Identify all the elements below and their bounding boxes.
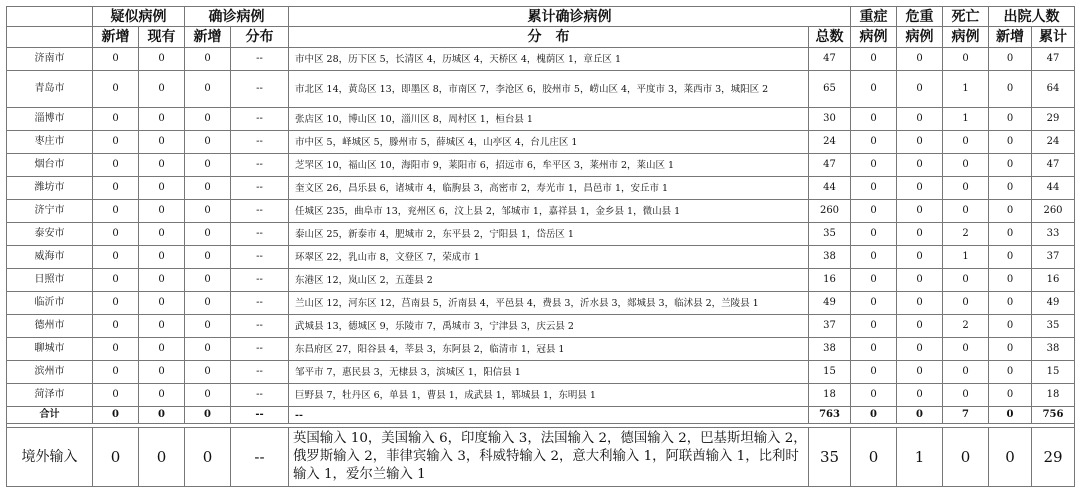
table-body bbox=[7, 48, 1075, 487]
cell-confirmed-new: 0 bbox=[185, 269, 231, 292]
cell-severe-count: 0 bbox=[851, 246, 897, 269]
cell-confirmed-new: 0 bbox=[185, 177, 231, 200]
cell-cumulative-distribution: 东港区 12，岚山区 2，五莲县 2 bbox=[289, 269, 809, 292]
cell-death-count: 0 bbox=[943, 338, 989, 361]
cell-confirmed-new: 0 bbox=[185, 246, 231, 269]
cell-suspected-current: 0 bbox=[139, 246, 185, 269]
cell-discharged-new: 0 bbox=[989, 315, 1032, 338]
cell-total-count: 38 bbox=[809, 246, 851, 269]
covid-statistics-table bbox=[6, 6, 1075, 487]
cell-suspected-new: 0 bbox=[93, 48, 139, 71]
cell-severe-count: 0 bbox=[851, 384, 897, 407]
cell-total-count: 35 bbox=[809, 428, 851, 487]
cell-cumulative-distribution: 武城县 13，德城区 9，乐陵市 7，禹城市 3，宁津县 3，庆云县 2 bbox=[289, 315, 809, 338]
cell-total-count: 35 bbox=[809, 223, 851, 246]
cell-total-count: 49 bbox=[809, 292, 851, 315]
cell-critical-count: 0 bbox=[897, 223, 943, 246]
cell-suspected-current: 0 bbox=[139, 177, 185, 200]
header-discharged: 出院人数 bbox=[989, 7, 1075, 27]
cell-death-count: 1 bbox=[943, 108, 989, 131]
cell-critical-count: 0 bbox=[897, 108, 943, 131]
cell-severe-count: 0 bbox=[851, 315, 897, 338]
header-blank bbox=[7, 7, 93, 27]
cell-confirmed-new: 0 bbox=[185, 71, 231, 108]
cell-confirmed-distribution: -- bbox=[231, 407, 289, 424]
cell-total-count: 16 bbox=[809, 269, 851, 292]
table-row bbox=[7, 338, 1075, 361]
cell-suspected-new: 0 bbox=[93, 200, 139, 223]
cell-death-count: 1 bbox=[943, 71, 989, 108]
cell-confirmed-new: 0 bbox=[185, 154, 231, 177]
row-label: 淄博市 bbox=[7, 108, 93, 131]
cell-confirmed-distribution: -- bbox=[231, 71, 289, 108]
cell-death-count: 7 bbox=[943, 407, 989, 424]
cell-confirmed-distribution: -- bbox=[231, 48, 289, 71]
cell-total-count: 65 bbox=[809, 71, 851, 108]
cell-severe-count: 0 bbox=[851, 223, 897, 246]
table-row bbox=[7, 154, 1075, 177]
cell-discharged-new: 0 bbox=[989, 338, 1032, 361]
row-label: 泰安市 bbox=[7, 223, 93, 246]
cell-severe-count: 0 bbox=[851, 200, 897, 223]
cell-discharged-total: 35 bbox=[1032, 315, 1075, 338]
cell-cumulative-distribution: 东昌府区 27，阳谷县 4，莘县 3，东阿县 2，临清市 1，冠县 1 bbox=[289, 338, 809, 361]
cell-discharged-new: 0 bbox=[989, 223, 1032, 246]
cell-severe-count: 0 bbox=[851, 177, 897, 200]
cell-discharged-total: 37 bbox=[1032, 246, 1075, 269]
cell-death-count: 0 bbox=[943, 200, 989, 223]
cell-discharged-new: 0 bbox=[989, 292, 1032, 315]
table-row bbox=[7, 71, 1075, 108]
header-death: 死亡 bbox=[943, 7, 989, 27]
cell-suspected-current: 0 bbox=[139, 428, 185, 487]
cell-suspected-new: 0 bbox=[93, 428, 139, 487]
row-label: 济宁市 bbox=[7, 200, 93, 223]
cell-confirmed-distribution: -- bbox=[231, 246, 289, 269]
header-suspected-current: 现有 bbox=[139, 27, 185, 48]
cell-total-count: 763 bbox=[809, 407, 851, 424]
cell-discharged-new: 0 bbox=[989, 407, 1032, 424]
table-row bbox=[7, 315, 1075, 338]
cell-death-count: 0 bbox=[943, 384, 989, 407]
header-severe-cases: 病例 bbox=[851, 27, 897, 48]
cell-severe-count: 0 bbox=[851, 407, 897, 424]
cell-severe-count: 0 bbox=[851, 361, 897, 384]
header-cumulative: 累计确诊病例 bbox=[289, 7, 851, 27]
table-row bbox=[7, 223, 1075, 246]
table-row bbox=[7, 292, 1075, 315]
cell-severe-count: 0 bbox=[851, 154, 897, 177]
header-suspected: 疑似病例 bbox=[93, 7, 185, 27]
cell-cumulative-distribution: 泰山区 25，新泰市 4，肥城市 2，东平县 2，宁阳县 1，岱岳区 1 bbox=[289, 223, 809, 246]
cell-severe-count: 0 bbox=[851, 71, 897, 108]
cell-confirmed-new: 0 bbox=[185, 200, 231, 223]
header-confirmed-distribution: 分布 bbox=[231, 27, 289, 48]
cell-confirmed-new: 0 bbox=[185, 108, 231, 131]
cell-confirmed-new: 0 bbox=[185, 315, 231, 338]
cell-death-count: 0 bbox=[943, 154, 989, 177]
cell-discharged-new: 0 bbox=[989, 177, 1032, 200]
cell-suspected-new: 0 bbox=[93, 384, 139, 407]
cell-suspected-current: 0 bbox=[139, 338, 185, 361]
cell-cumulative-distribution: 环翠区 22，乳山市 8，文登区 7，荣成市 1 bbox=[289, 246, 809, 269]
cell-cumulative-distribution: 张店区 10，博山区 10，淄川区 8，周村区 1，桓台县 1 bbox=[289, 108, 809, 131]
cell-cumulative-distribution: 市中区 5，峄城区 5，滕州市 5，薛城区 4，山亭区 4，台儿庄区 1 bbox=[289, 131, 809, 154]
cell-suspected-new: 0 bbox=[93, 315, 139, 338]
row-label: 境外输入 bbox=[7, 428, 93, 487]
cell-confirmed-distribution: -- bbox=[231, 200, 289, 223]
cell-critical-count: 0 bbox=[897, 177, 943, 200]
header-death-cases: 病例 bbox=[943, 27, 989, 48]
header-confirmed-new: 新增 bbox=[185, 27, 231, 48]
table-row bbox=[7, 384, 1075, 407]
row-label: 济南市 bbox=[7, 48, 93, 71]
header-critical: 危重 bbox=[897, 7, 943, 27]
header-suspected-new: 新增 bbox=[93, 27, 139, 48]
cell-suspected-new: 0 bbox=[93, 246, 139, 269]
cell-death-count: 2 bbox=[943, 315, 989, 338]
cell-critical-count: 0 bbox=[897, 246, 943, 269]
cell-confirmed-new: 0 bbox=[185, 131, 231, 154]
cell-discharged-total: 756 bbox=[1032, 407, 1075, 424]
cell-discharged-total: 29 bbox=[1032, 428, 1075, 487]
cell-cumulative-distribution: 邹平市 7，惠民县 3，无棣县 3，滨城区 1，阳信县 1 bbox=[289, 361, 809, 384]
cell-critical-count: 0 bbox=[897, 407, 943, 424]
cell-suspected-new: 0 bbox=[93, 108, 139, 131]
cell-critical-count: 0 bbox=[897, 269, 943, 292]
table-row bbox=[7, 48, 1075, 71]
row-label: 聊城市 bbox=[7, 338, 93, 361]
cell-suspected-new: 0 bbox=[93, 223, 139, 246]
cell-discharged-new: 0 bbox=[989, 200, 1032, 223]
table-row bbox=[7, 177, 1075, 200]
cell-cumulative-distribution: 奎文区 26，昌乐县 6，诸城市 4，临朐县 3，高密市 2，寿光市 1，昌邑市 1，安丘市 1 bbox=[289, 177, 809, 200]
cell-confirmed-distribution: -- bbox=[231, 108, 289, 131]
cell-confirmed-distribution: -- bbox=[231, 154, 289, 177]
cell-critical-count: 0 bbox=[897, 48, 943, 71]
cell-discharged-new: 0 bbox=[989, 108, 1032, 131]
cell-severe-count: 0 bbox=[851, 48, 897, 71]
cell-suspected-current: 0 bbox=[139, 223, 185, 246]
cell-confirmed-distribution: -- bbox=[231, 223, 289, 246]
row-label: 烟台市 bbox=[7, 154, 93, 177]
cell-death-count: 0 bbox=[943, 131, 989, 154]
total-row bbox=[7, 407, 1075, 424]
header-row-2 bbox=[7, 27, 1075, 48]
cell-total-count: 47 bbox=[809, 154, 851, 177]
cell-total-count: 24 bbox=[809, 131, 851, 154]
cell-death-count: 0 bbox=[943, 361, 989, 384]
cell-discharged-new: 0 bbox=[989, 428, 1032, 487]
header-cumulative-distribution: 分 布 bbox=[289, 27, 809, 48]
row-label: 滨州市 bbox=[7, 361, 93, 384]
header-discharged-total: 累计 bbox=[1032, 27, 1075, 48]
cell-suspected-new: 0 bbox=[93, 407, 139, 424]
cell-confirmed-new: 0 bbox=[185, 223, 231, 246]
cell-confirmed-distribution: -- bbox=[231, 361, 289, 384]
cell-severe-count: 0 bbox=[851, 108, 897, 131]
cell-critical-count: 0 bbox=[897, 154, 943, 177]
header-blank-2 bbox=[7, 27, 93, 48]
cell-suspected-new: 0 bbox=[93, 338, 139, 361]
cell-cumulative-distribution: 任城区 235，曲阜市 13，兖州区 6，汶上县 2，邹城市 1，嘉祥县 1，金乡县 1，微山县 1 bbox=[289, 200, 809, 223]
cell-critical-count: 0 bbox=[897, 131, 943, 154]
cell-total-count: 44 bbox=[809, 177, 851, 200]
cell-suspected-current: 0 bbox=[139, 292, 185, 315]
cell-total-count: 38 bbox=[809, 338, 851, 361]
cell-total-count: 37 bbox=[809, 315, 851, 338]
cell-confirmed-distribution: -- bbox=[231, 131, 289, 154]
cell-suspected-current: 0 bbox=[139, 48, 185, 71]
cell-suspected-current: 0 bbox=[139, 269, 185, 292]
cell-suspected-new: 0 bbox=[93, 292, 139, 315]
cell-suspected-current: 0 bbox=[139, 361, 185, 384]
row-label: 菏泽市 bbox=[7, 384, 93, 407]
cell-total-count: 47 bbox=[809, 48, 851, 71]
cell-cumulative-distribution: 英国输入 10，美国输入 6，印度输入 3，法国输入 2，德国输入 2，巴基斯坦输入 2，俄罗斯输入 2，菲律宾输入 3，科威特输入 2，意大利输入 1，阿联酋输入 1，比利时输入 1，爱尔兰输入 1 bbox=[289, 428, 809, 487]
cell-death-count: 0 bbox=[943, 428, 989, 487]
cell-severe-count: 0 bbox=[851, 269, 897, 292]
cell-death-count: 2 bbox=[943, 223, 989, 246]
cell-critical-count: 0 bbox=[897, 338, 943, 361]
row-label: 合计 bbox=[7, 407, 93, 424]
cell-suspected-new: 0 bbox=[93, 269, 139, 292]
cell-discharged-total: 33 bbox=[1032, 223, 1075, 246]
cell-discharged-total: 47 bbox=[1032, 48, 1075, 71]
cell-cumulative-distribution: 兰山区 12，河东区 12，莒南县 5，沂南县 4，平邑县 4，费县 3，沂水县 3，郯城县 3，临沭县 2，兰陵县 1 bbox=[289, 292, 809, 315]
cell-critical-count: 0 bbox=[897, 361, 943, 384]
cell-discharged-new: 0 bbox=[989, 154, 1032, 177]
cell-suspected-new: 0 bbox=[93, 154, 139, 177]
cell-discharged-total: 49 bbox=[1032, 292, 1075, 315]
cell-confirmed-distribution: -- bbox=[231, 384, 289, 407]
table-row bbox=[7, 108, 1075, 131]
cell-suspected-new: 0 bbox=[93, 131, 139, 154]
statistics-table-wrapper bbox=[6, 6, 1074, 487]
cell-discharged-new: 0 bbox=[989, 246, 1032, 269]
cell-total-count: 18 bbox=[809, 384, 851, 407]
cell-confirmed-distribution: -- bbox=[231, 269, 289, 292]
header-critical-cases: 病例 bbox=[897, 27, 943, 48]
cell-severe-count: 0 bbox=[851, 292, 897, 315]
cell-cumulative-distribution: 巨野县 7，牡丹区 6，单县 1，曹县 1，成武县 1，郓城县 1，东明县 1 bbox=[289, 384, 809, 407]
cell-critical-count: 0 bbox=[897, 384, 943, 407]
row-label: 临沂市 bbox=[7, 292, 93, 315]
table-row bbox=[7, 361, 1075, 384]
cell-suspected-new: 0 bbox=[93, 177, 139, 200]
cell-total-count: 260 bbox=[809, 200, 851, 223]
cell-confirmed-distribution: -- bbox=[231, 338, 289, 361]
header-confirmed: 确诊病例 bbox=[185, 7, 289, 27]
cell-death-count: 0 bbox=[943, 269, 989, 292]
cell-discharged-total: 38 bbox=[1032, 338, 1075, 361]
cell-death-count: 0 bbox=[943, 177, 989, 200]
cell-cumulative-distribution: -- bbox=[289, 407, 809, 424]
cell-severe-count: 0 bbox=[851, 338, 897, 361]
cell-suspected-new: 0 bbox=[93, 361, 139, 384]
cell-suspected-current: 0 bbox=[139, 154, 185, 177]
cell-suspected-current: 0 bbox=[139, 315, 185, 338]
cell-cumulative-distribution: 市北区 14，黄岛区 13，即墨区 8，市南区 7，李沧区 6，胶州市 5，崂山区 4，平度市 3，莱西市 3，城阳区 2 bbox=[289, 71, 809, 108]
cell-discharged-total: 47 bbox=[1032, 154, 1075, 177]
cell-severe-count: 0 bbox=[851, 131, 897, 154]
cell-confirmed-new: 0 bbox=[185, 338, 231, 361]
cell-discharged-total: 24 bbox=[1032, 131, 1075, 154]
row-label: 威海市 bbox=[7, 246, 93, 269]
cell-suspected-current: 0 bbox=[139, 108, 185, 131]
cell-suspected-current: 0 bbox=[139, 131, 185, 154]
row-label: 枣庄市 bbox=[7, 131, 93, 154]
cell-confirmed-distribution: -- bbox=[231, 292, 289, 315]
cell-confirmed-distribution: -- bbox=[231, 315, 289, 338]
cell-discharged-new: 0 bbox=[989, 48, 1032, 71]
header-severe: 重症 bbox=[851, 7, 897, 27]
cell-cumulative-distribution: 芝罘区 10，福山区 10，海阳市 9，莱阳市 6，招远市 6，牟平区 3，莱州市 2，莱山区 1 bbox=[289, 154, 809, 177]
cell-total-count: 30 bbox=[809, 108, 851, 131]
table-row bbox=[7, 131, 1075, 154]
cell-confirmed-new: 0 bbox=[185, 292, 231, 315]
cell-cumulative-distribution: 市中区 28，历下区 5，长清区 4，历城区 4，天桥区 4，槐荫区 1，章丘区 1 bbox=[289, 48, 809, 71]
cell-death-count: 0 bbox=[943, 48, 989, 71]
cell-confirmed-distribution: -- bbox=[231, 177, 289, 200]
table-row bbox=[7, 246, 1075, 269]
cell-death-count: 0 bbox=[943, 292, 989, 315]
cell-discharged-total: 64 bbox=[1032, 71, 1075, 108]
cell-critical-count: 0 bbox=[897, 200, 943, 223]
row-label: 日照市 bbox=[7, 269, 93, 292]
cell-discharged-new: 0 bbox=[989, 384, 1032, 407]
cell-discharged-new: 0 bbox=[989, 131, 1032, 154]
cell-critical-count: 0 bbox=[897, 71, 943, 108]
cell-suspected-current: 0 bbox=[139, 407, 185, 424]
cell-suspected-current: 0 bbox=[139, 71, 185, 108]
cell-confirmed-new: 0 bbox=[185, 407, 231, 424]
cell-confirmed-distribution: -- bbox=[231, 428, 289, 487]
cell-confirmed-new: 0 bbox=[185, 428, 231, 487]
cell-discharged-total: 18 bbox=[1032, 384, 1075, 407]
cell-death-count: 1 bbox=[943, 246, 989, 269]
cell-discharged-total: 16 bbox=[1032, 269, 1075, 292]
row-label: 潍坊市 bbox=[7, 177, 93, 200]
cell-discharged-new: 0 bbox=[989, 71, 1032, 108]
row-label: 德州市 bbox=[7, 315, 93, 338]
cell-discharged-total: 29 bbox=[1032, 108, 1075, 131]
table-row bbox=[7, 200, 1075, 223]
cell-discharged-new: 0 bbox=[989, 361, 1032, 384]
cell-suspected-new: 0 bbox=[93, 71, 139, 108]
cell-severe-count: 0 bbox=[851, 428, 897, 487]
header-discharged-new: 新增 bbox=[989, 27, 1032, 48]
table-row bbox=[7, 269, 1075, 292]
cell-critical-count: 0 bbox=[897, 315, 943, 338]
foreign-import-row bbox=[7, 428, 1075, 487]
cell-discharged-new: 0 bbox=[989, 269, 1032, 292]
cell-discharged-total: 15 bbox=[1032, 361, 1075, 384]
cell-suspected-current: 0 bbox=[139, 384, 185, 407]
cell-confirmed-new: 0 bbox=[185, 48, 231, 71]
cell-confirmed-new: 0 bbox=[185, 384, 231, 407]
cell-total-count: 15 bbox=[809, 361, 851, 384]
header-total: 总数 bbox=[809, 27, 851, 48]
cell-discharged-total: 44 bbox=[1032, 177, 1075, 200]
cell-critical-count: 1 bbox=[897, 428, 943, 487]
row-label: 青岛市 bbox=[7, 71, 93, 108]
header-row-1 bbox=[7, 7, 1075, 27]
cell-confirmed-new: 0 bbox=[185, 361, 231, 384]
cell-suspected-current: 0 bbox=[139, 200, 185, 223]
cell-critical-count: 0 bbox=[897, 292, 943, 315]
cell-discharged-total: 260 bbox=[1032, 200, 1075, 223]
